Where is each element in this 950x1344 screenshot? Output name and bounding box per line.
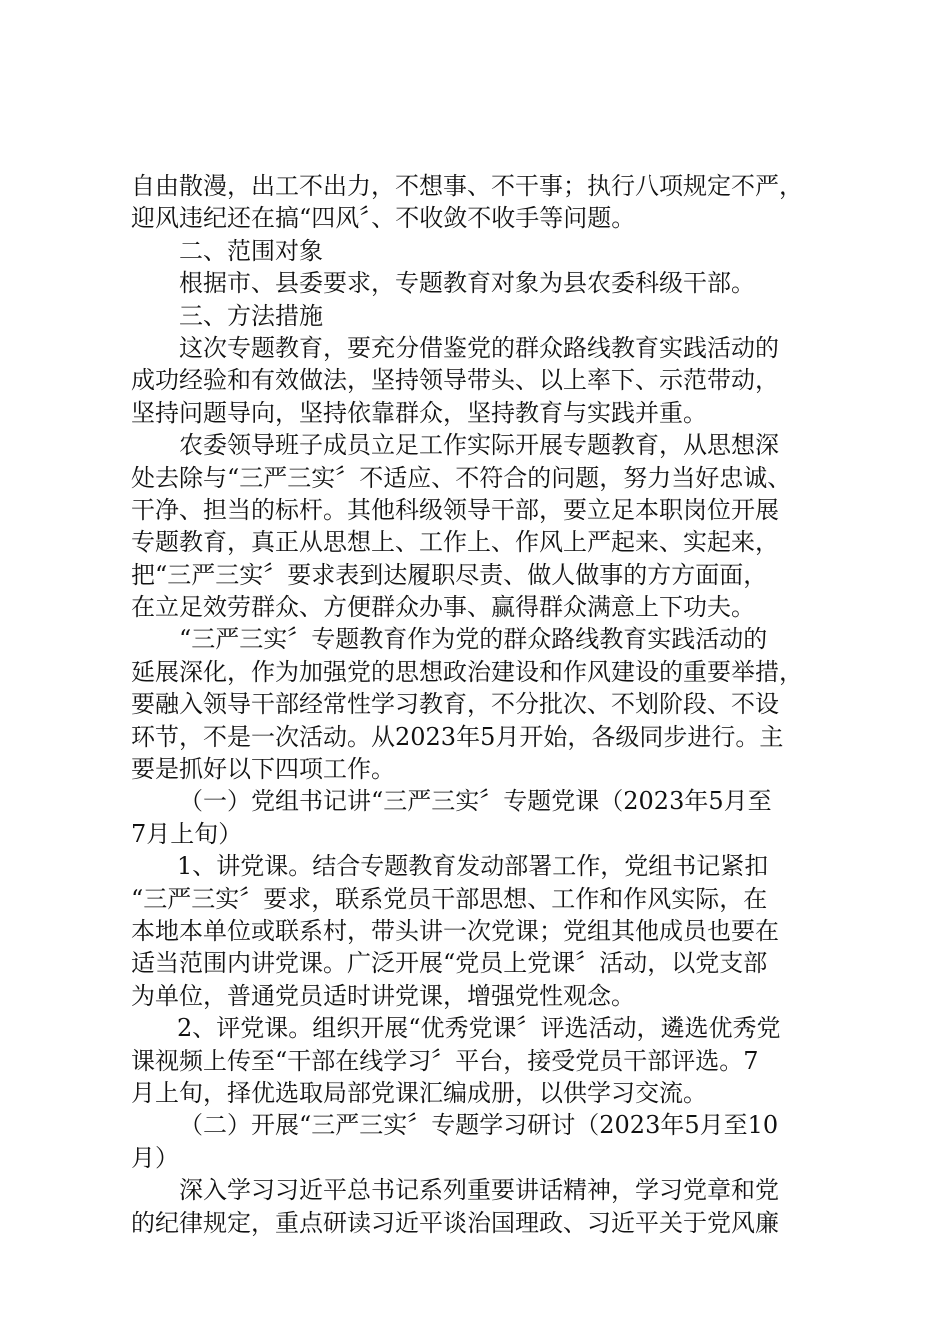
text-line: 专题教育，真正从思想上、工作上、作风上严起来、实起来， — [131, 528, 779, 557]
text-line: 课视频上传至“干部在线学习〞平台，接受党员干部评选。7 — [131, 1046, 759, 1075]
text-line: 本地本单位或联系村，带头讲一次党课；党组其他成员也要在 — [131, 916, 779, 945]
subsection-heading: （一）党组书记讲“三严三实〞专题党课（2023年5月至 — [179, 787, 772, 816]
text-line: 这次专题教育，要充分借鉴党的群众路线教育实践活动的 — [179, 333, 779, 362]
text-line: 7月上旬） — [131, 819, 243, 848]
text-line: 的纪律规定，重点研读习近平谈治国理政、习近平关于党风廉 — [131, 1208, 779, 1237]
text-line: 农委领导班子成员立足工作实际开展专题教育，从思想深 — [179, 431, 779, 460]
text-line: “三严三实〞要求，联系党员干部思想、工作和作风实际，在 — [131, 884, 768, 913]
section-heading: 二、范围对象 — [179, 236, 323, 265]
section-heading: 三、方法措施 — [179, 301, 323, 330]
text-line: 月） — [131, 1143, 179, 1172]
text-line: 深入学习习近平总书记系列重要讲话精神，学习党章和党 — [179, 1176, 779, 1205]
text-line: 根据市、县委要求，专题教育对象为县农委科级干部。 — [179, 269, 755, 298]
text-line: 处去除与“三严三实〞不适应、不符合的问题，努力当好忠诚、 — [131, 463, 792, 492]
text-line: 环节，不是一次活动。从2023年5月开始，各级同步进行。主 — [131, 722, 784, 751]
text-line: 把“三严三实〞要求表到达履职尽责、做人做事的方方面面， — [131, 560, 768, 589]
text-line: 要融入领导干部经常性学习教育，不分批次、不划阶段、不设 — [131, 690, 779, 719]
text-line: 在立足效劳群众、方便群众办事、赢得群众满意上下功夫。 — [131, 593, 755, 622]
text-line: 月上旬，择优选取局部党课汇编成册，以供学习交流。 — [131, 1078, 707, 1107]
text-line: 坚持问题导向，坚持依靠群众，坚持教育与实践并重。 — [131, 398, 707, 427]
text-line: 干净、担当的标杆。其他科级领导干部，要立足本职岗位开展 — [131, 495, 779, 524]
text-line: 2、评党课。组织开展“优秀党课〞评选活动，遴选优秀党 — [177, 1014, 781, 1043]
text-line: 1、讲党课。结合专题教育发动部署工作，党组书记紧扣 — [177, 852, 769, 881]
text-line: 适当范围内讲党课。广泛开展“党员上党课〞活动，以党支部 — [131, 949, 768, 978]
text-line: 延展深化，作为加强党的思想政治建设和作风建设的重要举措， — [131, 657, 803, 686]
text-line: 要是抓好以下四项工作。 — [131, 755, 395, 784]
text-line: “三严三实〞专题教育作为党的群众路线教育实践活动的 — [179, 625, 768, 654]
text-line: 自由散漫，出工不出力，不想事、不干事；执行八项规定不严， — [131, 172, 803, 200]
subsection-heading: （二）开展“三严三实〞专题学习研讨（2023年5月至10 — [179, 1111, 779, 1140]
text-line: 为单位，普通党员适时讲党课，增强党性观念。 — [131, 981, 635, 1010]
document-body — [131, 170, 821, 1239]
text-line: 成功经验和有效做法，坚持领导带头、以上率下、示范带动， — [131, 366, 779, 395]
text-line: 迎风违纪还在搞“四风〞、不收敛不收手等问题。 — [131, 204, 636, 233]
